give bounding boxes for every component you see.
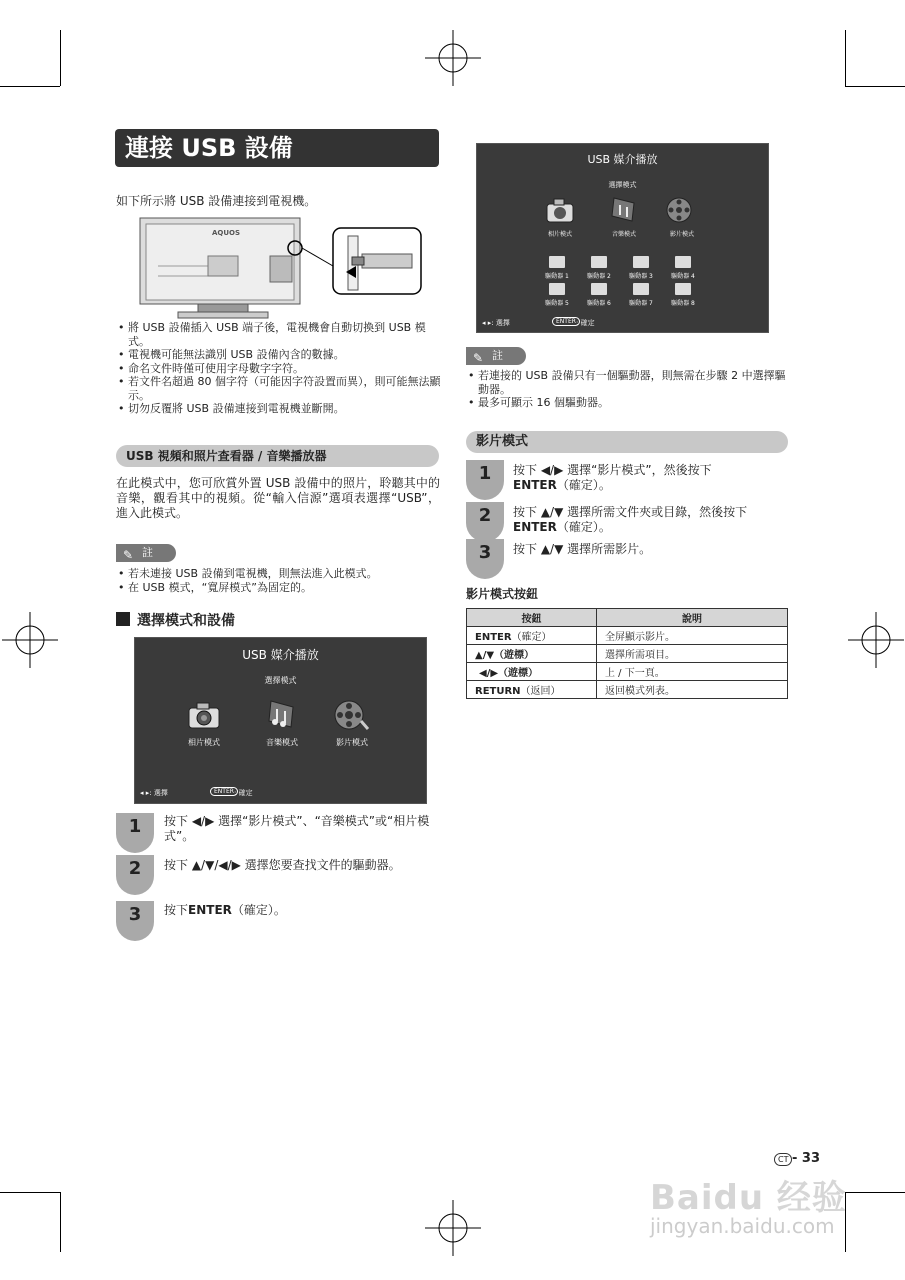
list-item: • 電視機可能無法識別 USB 設備內含的數據。 bbox=[116, 348, 442, 362]
crop-mark bbox=[60, 1192, 61, 1252]
list-item: • 命名文件時僅可使用字母數字字符。 bbox=[116, 362, 442, 376]
enter-key-label: ENTER bbox=[513, 520, 557, 534]
table-header: 按鈕 bbox=[467, 609, 597, 627]
mode-label-movie: 影片模式 bbox=[336, 738, 368, 747]
tv-connection-illustration bbox=[138, 216, 428, 320]
step-text bbox=[164, 903, 436, 918]
step-text-main: 按下 ◀/▶ 選擇“影片模式”，然後按下 bbox=[513, 463, 712, 477]
crop-mark bbox=[0, 86, 60, 87]
footer-select: ◂ ▸: 選擇 bbox=[482, 319, 510, 327]
registration-mark-right bbox=[848, 612, 904, 668]
table-cell-desc: 選擇所需項目。 bbox=[597, 645, 788, 663]
mode-label-music: 音樂模式 bbox=[266, 738, 298, 747]
list-item: • 最多可顯示 16 個驅動器。 bbox=[466, 396, 790, 410]
crop-mark bbox=[845, 86, 905, 87]
crop-mark bbox=[0, 1192, 60, 1193]
note-badge bbox=[466, 347, 526, 365]
section-heading-usb-viewer: USB 視頻和照片查看器 / 音樂播放器 bbox=[116, 445, 439, 467]
registration-mark-top bbox=[425, 30, 481, 86]
list-item: • 若連接的 USB 設備只有一個驅動器，則無需在步驟 2 中選擇驅動器。 bbox=[466, 369, 790, 396]
drive-label: 驅動器 1 bbox=[545, 273, 569, 280]
table-header-row bbox=[467, 609, 788, 627]
table-cell-key: ▲/▼（遊標） bbox=[467, 645, 597, 663]
note-badge bbox=[116, 544, 176, 562]
list-item: • 若未連接 USB 設備到電視機，則無法進入此模式。 bbox=[116, 567, 442, 581]
tv-brand: AQUOS bbox=[212, 229, 241, 237]
language-badge: CT bbox=[774, 1153, 792, 1166]
table-cell-key: ENTER（確定） bbox=[467, 627, 597, 645]
step-text-post: （確定）。 bbox=[231, 903, 286, 917]
mode-label-photo: 相片模式 bbox=[547, 231, 572, 238]
step-text-main: 按下 ▲/▼ 選擇所需文件夾或目錄，然後按下 bbox=[513, 505, 748, 519]
step-number: 3 bbox=[116, 901, 154, 941]
section-heading-movie-mode: 影片模式 bbox=[466, 431, 788, 453]
table-row bbox=[467, 627, 788, 645]
step-text-post: （確定）。 bbox=[556, 478, 611, 492]
usb-media-screen-drives bbox=[476, 143, 769, 333]
folder-icon[interactable] bbox=[675, 256, 691, 268]
right-notes bbox=[466, 369, 790, 410]
table-cell-key: RETURN（返回） bbox=[467, 681, 597, 699]
table-row bbox=[467, 681, 788, 699]
crop-mark bbox=[845, 1192, 905, 1193]
step-number: 1 bbox=[466, 460, 504, 500]
folder-icon[interactable] bbox=[633, 283, 649, 295]
list-item: • 若文件名超過 80 個字符（可能因字符設置而異），則可能無法顯示。 bbox=[116, 375, 442, 402]
step-text bbox=[513, 505, 793, 535]
step-text-post: （確定）。 bbox=[556, 520, 611, 534]
step-text: 按下 ▲/▼/◀/▶ 選擇您要查找文件的驅動器。 bbox=[164, 858, 401, 872]
table-cell-desc: 全屏顯示影片。 bbox=[597, 627, 788, 645]
note-label: 註 bbox=[492, 349, 503, 362]
film-reel-icon[interactable] bbox=[665, 196, 697, 224]
step-number: 2 bbox=[466, 502, 504, 542]
enter-key-badge: ENTER bbox=[552, 317, 580, 326]
drive-label: 驅動器 4 bbox=[671, 273, 695, 280]
mode-label-music: 音樂模式 bbox=[611, 231, 636, 238]
section1-notes bbox=[116, 567, 442, 594]
enter-key-label: ENTER bbox=[513, 478, 557, 492]
mode-label-movie: 影片模式 bbox=[669, 231, 694, 238]
table-header: 說明 bbox=[597, 609, 788, 627]
list-item: • 將 USB 設備插入 USB 端子後，電視機會自動切換到 USB 模式。 bbox=[116, 321, 442, 348]
watermark-url: jingyan.baidu.com bbox=[650, 1214, 835, 1238]
table-row bbox=[467, 645, 788, 663]
step-text: 按下 ◀/▶ 選擇“影片模式”、“音樂模式”或“相片模式”。 bbox=[164, 814, 430, 843]
section1-body: 在此模式中，您可欣賞外置 USB 設備中的照片，聆聽其中的音樂，觀看其中的視頻。從“輸入信源”選項表選擇“USB”，進入此模式。 bbox=[116, 476, 440, 520]
footer-enter: : 確定 bbox=[576, 319, 595, 327]
drive-label: 驅動器 6 bbox=[587, 300, 611, 307]
step-number: 3 bbox=[466, 539, 504, 579]
watermark-logo: Baidu 经验 bbox=[650, 1178, 847, 1218]
enter-key-badge: ENTER bbox=[210, 787, 238, 796]
subsection-heading: 選擇模式和設備 bbox=[137, 613, 235, 629]
registration-mark-left bbox=[2, 612, 58, 668]
table-cell-desc: 返回模式列表。 bbox=[597, 681, 788, 699]
film-reel-icon[interactable] bbox=[333, 699, 369, 731]
pencil-icon: ✎ bbox=[473, 351, 484, 365]
registration-mark-bottom bbox=[425, 1200, 481, 1256]
drive-label: 驅動器 3 bbox=[629, 273, 653, 280]
bullets-top bbox=[116, 321, 442, 416]
intro-text: 如下所示將 USB 設備連接到電視機。 bbox=[116, 194, 317, 208]
screen-subtitle: 選擇模式 bbox=[264, 676, 297, 685]
usb-media-screen-modes bbox=[134, 637, 427, 804]
folder-icon[interactable] bbox=[591, 283, 607, 295]
folder-icon[interactable] bbox=[591, 256, 607, 268]
table-cell-desc: 上 / 下一頁。 bbox=[597, 663, 788, 681]
music-icon[interactable] bbox=[265, 697, 299, 731]
screen-subtitle: 選擇模式 bbox=[608, 181, 637, 189]
page-number: - 33 bbox=[792, 1151, 821, 1166]
step-text: 按下 ▲/▼ 選擇所需影片。 bbox=[513, 542, 652, 556]
table-row bbox=[467, 663, 788, 681]
pencil-icon: ✎ bbox=[123, 548, 134, 562]
folder-icon[interactable] bbox=[633, 256, 649, 268]
drive-label: 驅動器 2 bbox=[587, 273, 611, 280]
buttons-heading: 影片模式按鈕 bbox=[466, 587, 539, 601]
folder-icon[interactable] bbox=[549, 283, 565, 295]
note-label: 註 bbox=[142, 546, 153, 559]
step-number: 2 bbox=[116, 855, 154, 895]
square-bullet-icon bbox=[116, 612, 130, 626]
drive-label: 驅動器 8 bbox=[671, 300, 695, 307]
enter-key-label: ENTER bbox=[188, 903, 232, 917]
drive-label: 驅動器 5 bbox=[545, 300, 569, 307]
list-item: • 在 USB 模式，“寬屏模式”為固定的。 bbox=[116, 581, 442, 595]
crop-mark bbox=[60, 30, 61, 86]
footer-select: ◂ ▸: 選擇 bbox=[140, 789, 168, 797]
step-text bbox=[513, 463, 788, 493]
mode-label-photo: 相片模式 bbox=[188, 738, 220, 747]
camera-icon[interactable] bbox=[187, 699, 221, 731]
page-title: 連接 USB 設備 bbox=[115, 129, 439, 167]
camera-icon[interactable] bbox=[545, 196, 575, 224]
step-number: 1 bbox=[116, 813, 154, 853]
folder-icon[interactable] bbox=[549, 256, 565, 268]
drive-label: 驅動器 7 bbox=[629, 300, 653, 307]
screen-title: USB 媒介播放 bbox=[587, 153, 658, 166]
music-icon[interactable] bbox=[609, 194, 639, 224]
list-item: • 切勿反覆將 USB 設備連接到電視機並斷開。 bbox=[116, 402, 442, 416]
step-text-pre: 按下 bbox=[164, 903, 189, 917]
screen-title: USB 媒介播放 bbox=[242, 648, 319, 662]
folder-icon[interactable] bbox=[675, 283, 691, 295]
crop-mark bbox=[845, 30, 846, 86]
footer-enter: : 確定 bbox=[234, 789, 253, 797]
table-cell-key: ◀/▶（遊標） bbox=[467, 663, 597, 681]
movie-buttons-table bbox=[466, 608, 788, 699]
